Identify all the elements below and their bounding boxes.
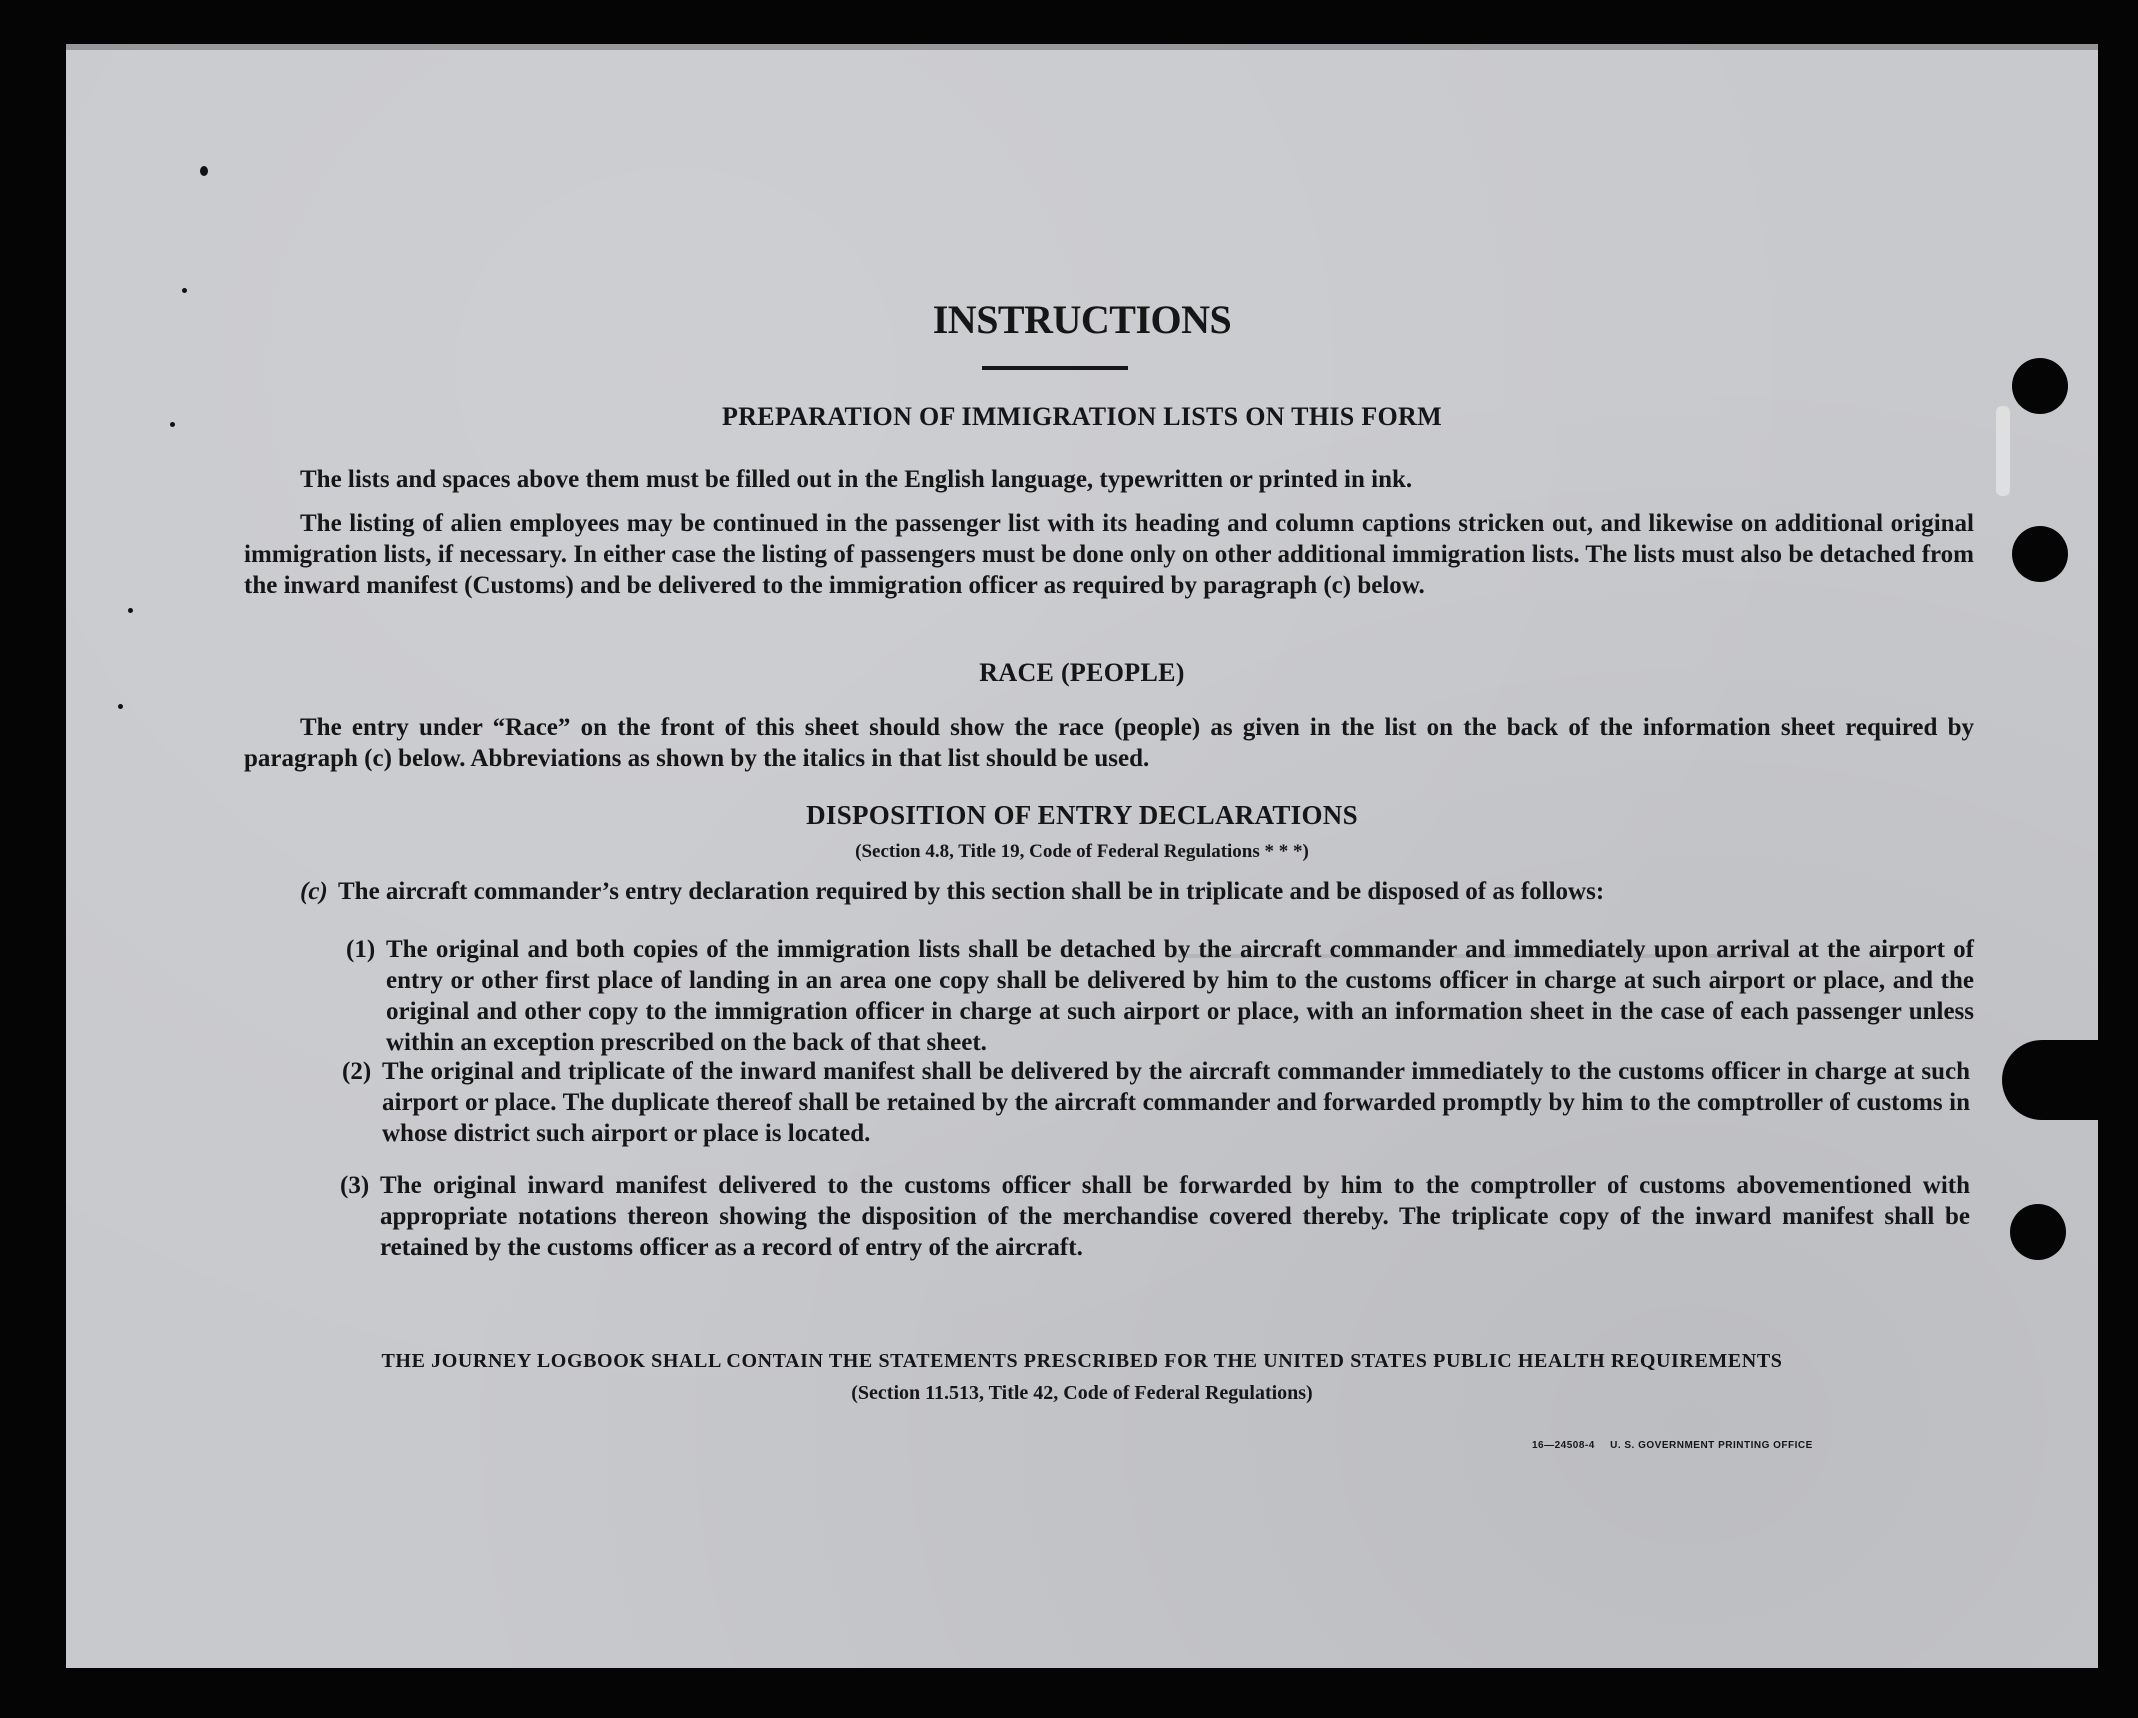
disposition-item-3 xyxy=(340,1170,1970,1266)
preparation-paragraph-2: The listing of alien employees may be continued in the passenger list with its heading and column captions stricken out, and likewise on additional original immigration lists, if necessary. In either case the listing of passengers must be done only on other additional immigration lists. The lists must also be detached from the inward manifest (Customs) and be delivered to the immigration officer as required by paragraph (c) below. xyxy=(244,510,1974,599)
item-number: (3) xyxy=(340,1172,370,1199)
race-heading: RACE (PEOPLE) xyxy=(979,658,1185,687)
item-number: (2) xyxy=(342,1058,372,1085)
printer-imprint xyxy=(1532,1440,1825,1451)
intro-text: The aircraft commander’s entry declaration required by this section shall be in triplicate and be disposed of as follows: xyxy=(338,878,1605,905)
intro-label: (c) xyxy=(300,878,328,905)
scan-speck xyxy=(128,608,133,613)
item-text: The original and both copies of the immigration lists shall be detached by the aircraft commander and immediately upon arrival at the airport of entry or other first place of landing in an area one copy shall be delivered by him to the customs officer in charge at such airport or place, and the original and other copy to the immigration officer in charge at such airport or place, with an information sheet in the case of each passenger unless within an exception prescribed on the back of that sheet. xyxy=(386,936,1974,1056)
health-citation: (Section 11.513, Title 42, Code of Federal Regulations) xyxy=(851,1382,1313,1404)
torn-edge xyxy=(2002,1040,2098,1120)
scan-speck xyxy=(170,422,175,427)
paper-sheet xyxy=(66,44,2098,1669)
scan-speck xyxy=(118,704,123,709)
item-number: (1) xyxy=(346,936,376,963)
title-underline xyxy=(982,366,1128,370)
punch-hole xyxy=(2012,526,2068,582)
item-text: The original inward manifest delivered to the customs officer shall be forwarded by him to the comptroller of customs abovementioned with appropriate notations thereon showing the disposition of the merchandise covered thereby. The triplicate copy of the inward manifest shall be retained by the customs officer as a record of entry of the aircraft. xyxy=(380,1172,1970,1261)
disposition-citation: (Section 4.8, Title 19, Code of Federal Regulations * * *) xyxy=(855,841,1309,862)
item-text: The original and triplicate of the inward manifest shall be delivered by the aircraft commander immediately to the customs officer in charge at such airport or place. The duplicate thereof shall be retained by the aircraft commander and forwarded promptly by him to the comptroller of customs in whose district such airport or place is located. xyxy=(382,1058,1970,1147)
disposition-item-1 xyxy=(346,934,1974,1062)
instructions-content xyxy=(66,44,2098,1669)
punch-hole xyxy=(2012,358,2068,414)
disposition-item-2 xyxy=(342,1056,1970,1152)
page-title: INSTRUCTIONS xyxy=(932,297,1232,342)
preparation-heading: PREPARATION OF IMMIGRATION LISTS ON THIS FORM xyxy=(722,402,1442,431)
printer-name: U. S. GOVERNMENT PRINTING OFFICE xyxy=(1610,1440,1813,1451)
scan-speck xyxy=(200,166,208,176)
health-notice: THE JOURNEY LOGBOOK SHALL CONTAIN THE STATEMENTS PRESCRIBED FOR THE UNITED STATES PUBLIC HEALTH REQUIREMENTS xyxy=(381,1350,1783,1372)
staple-mark xyxy=(1996,406,2010,496)
bottom-edge xyxy=(0,1668,2138,1718)
preparation-paragraph-1: The lists and spaces above them must be filled out in the English language, typewritten or printed in ink. xyxy=(300,466,1413,493)
scan-speck xyxy=(182,288,187,293)
printer-code: 16—24508-4 xyxy=(1532,1440,1595,1451)
disposition-heading: DISPOSITION OF ENTRY DECLARATIONS xyxy=(806,800,1358,830)
punch-hole xyxy=(2010,1204,2066,1260)
race-paragraph: The entry under “Race” on the front of this sheet should show the race (people) as given in the list on the back of the information sheet required by paragraph (c) below. Abbreviations as shown by the italics in that list should be used. xyxy=(244,714,1974,772)
